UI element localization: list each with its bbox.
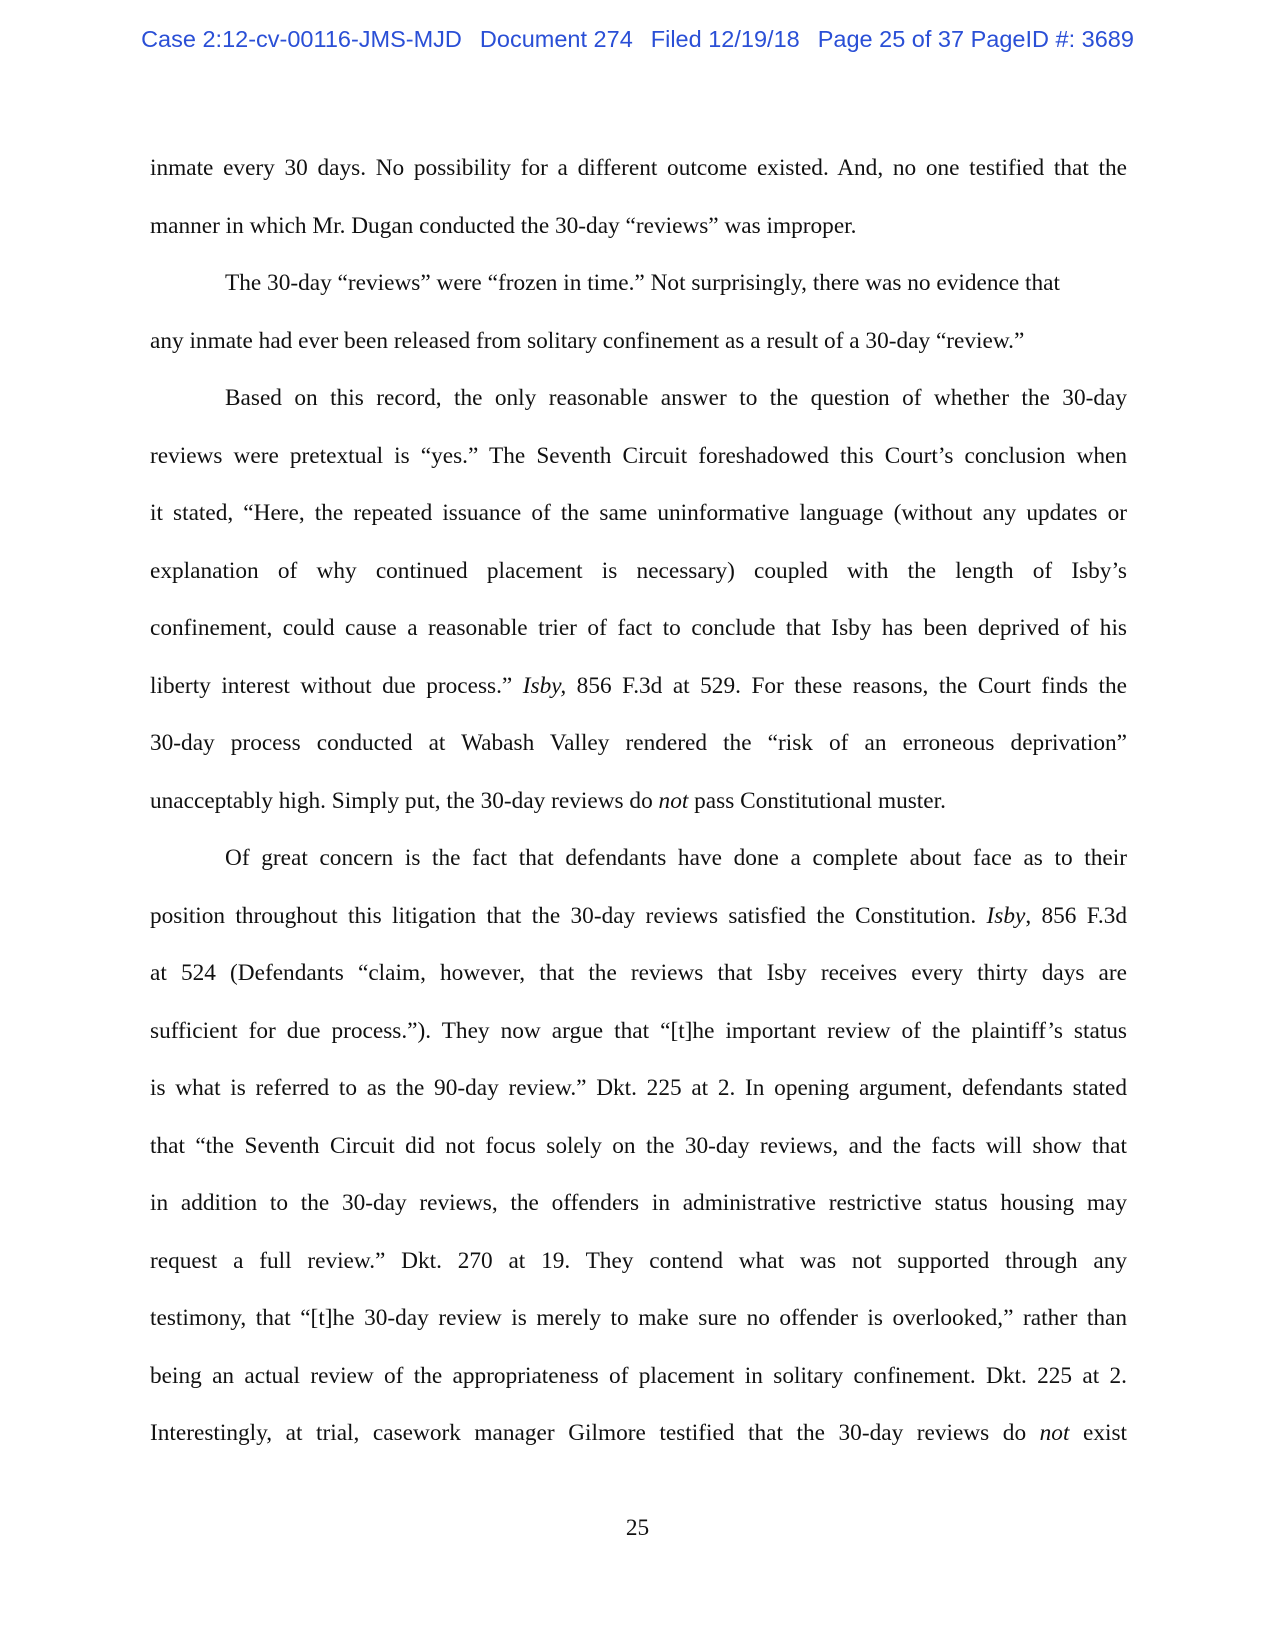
text-line: [150, 715, 1127, 773]
filing-header: [0, 26, 1275, 53]
text-run: 856 F.3d at 529. For these reasons, the Court finds the: [566, 672, 1127, 699]
text-line: [150, 830, 1127, 888]
text-run: The 30-day “reviews” were “frozen in time.” Not surprisingly, there was no evidence that: [225, 270, 1060, 296]
text-line: [150, 543, 1127, 601]
filed-date: Filed 12/19/18: [650, 26, 800, 52]
text-line: [150, 485, 1127, 543]
text-run: in addition to the 30-day reviews, the offenders in administrative restrictive status housing may: [150, 1190, 1127, 1216]
text-run: exist: [1069, 1420, 1128, 1446]
text-line: [150, 370, 1127, 428]
italic-text: Isby,: [522, 672, 567, 699]
text-run: , 856 F.3d: [1025, 902, 1127, 929]
text-line: [150, 1118, 1127, 1176]
italic-text: not: [1039, 1420, 1070, 1446]
text-line: [150, 888, 1127, 946]
text-run: Based on this record, the only reasonable answer to the question of whether the 30-day: [225, 385, 1127, 411]
text-run: that “the Seventh Circuit did not focus solely on the 30-day reviews, and the facts will show that: [150, 1132, 1127, 1159]
text-run: reviews were pretextual is “yes.” The Seventh Circuit foreshadowed this Court’s conclusion when: [150, 442, 1127, 469]
text-line: [150, 600, 1127, 658]
text-line: [150, 1233, 1127, 1291]
opinion-body-text: [150, 140, 1127, 1463]
text-run: at 524 (Defendants “claim, however, that the reviews that Isby receives every thirty days are: [150, 960, 1127, 986]
text-line: [150, 1175, 1127, 1233]
text-run: position throughout this litigation that the 30-day reviews satisfied the Constitution.: [150, 902, 987, 929]
text-run: request a full review.” Dkt. 270 at 19. They contend what was not supported through any: [150, 1247, 1127, 1274]
text-line: [150, 255, 1127, 313]
text-line: [150, 1060, 1127, 1118]
page-number: 25: [625, 1515, 650, 1541]
text-line: [150, 1290, 1127, 1348]
text-run: 30-day process conducted at Wabash Valley rendered the “risk of an erroneous deprivation”: [150, 730, 1127, 756]
text-run: being an actual review of the appropriateness of placement in solitary confinement. Dkt. 225 at 2.: [150, 1362, 1127, 1389]
text-line: [150, 140, 1127, 198]
text-run: inmate every 30 days. No possibility for a different outcome existed. And, no one testified that the: [150, 155, 1127, 181]
text-line: [150, 658, 1127, 716]
text-run: is what is referred to as the 90-day review.” Dkt. 225 at 2. In opening argument, defendants stated: [150, 1075, 1127, 1101]
text-line: [150, 198, 1127, 256]
text-run: unacceptably high. Simply put, the 30-day reviews do: [150, 787, 659, 814]
text-run: any inmate had ever been released from solitary confinement as a result of a 30-day “review.”: [150, 327, 1025, 354]
italic-text: not: [658, 787, 689, 814]
text-line: [150, 1405, 1127, 1463]
text-line: [150, 1348, 1127, 1406]
text-run: manner in which Mr. Dugan conducted the 30-day “reviews” was improper.: [150, 212, 857, 239]
text-line: [150, 428, 1127, 486]
text-line: [150, 945, 1127, 1003]
text-run: Interestingly, at trial, casework manager Gilmore testified that the 30-day reviews do: [150, 1420, 1040, 1446]
text-line: [150, 1003, 1127, 1061]
text-run: testimony, that “[t]he 30-day review is merely to make sure no offender is overlooked,” rather than: [150, 1305, 1127, 1331]
text-run: it stated, “Here, the repeated issuance of the same uninformative language (without any updates or: [150, 500, 1127, 526]
text-run: pass Constitutional muster.: [688, 787, 946, 814]
text-run: Of great concern is the fact that defendants have done a complete about face as to their: [225, 845, 1127, 871]
page-info: Page 25 of 37 PageID #: 3689: [817, 26, 1134, 52]
document-number: Document 274: [479, 26, 633, 52]
text-line: [150, 313, 1127, 371]
text-run: confinement, could cause a reasonable trier of fact to conclude that Isby has been deprived of his: [150, 615, 1127, 641]
text-line: [150, 773, 1127, 831]
case-number: Case 2:12-cv-00116-JMS-MJD: [141, 26, 462, 52]
text-run: sufficient for due process.”). They now argue that “[t]he important review of the plaintiff’s status: [150, 1017, 1127, 1044]
italic-text: Isby: [986, 902, 1026, 929]
text-run: explanation of why continued placement is necessary) coupled with the length of Isby’s: [150, 557, 1127, 584]
text-run: liberty interest without due process.”: [150, 672, 523, 699]
